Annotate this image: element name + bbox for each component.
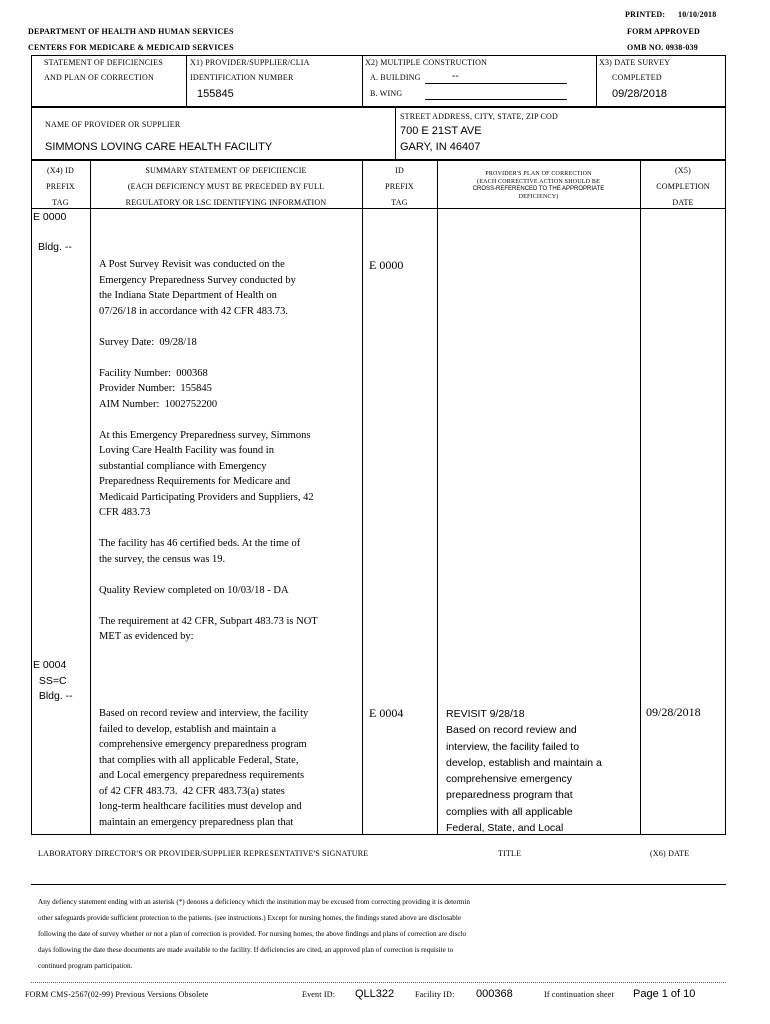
facility-id-value: 000368: [476, 988, 513, 1000]
street-address-label: STREET ADDRESS, CITY, STATE, ZIP COD: [400, 112, 558, 121]
disclaimer-line-5: continued program participation.: [38, 962, 133, 970]
summary-header-3: REGULATORY OR LSC IDENTIFYING INFORMATION: [125, 198, 327, 207]
date-label: DATE: [672, 198, 694, 207]
event-id-value: QLL322: [355, 988, 395, 1000]
disclaimer: [38, 894, 470, 974]
summary-statement-1: [99, 257, 359, 645]
facility-id-label: Facility ID:: [415, 990, 455, 999]
completion-label: COMPLETION: [656, 182, 710, 191]
plan-header-4: DEFICIENCY): [518, 194, 559, 200]
plan-correction-label: AND PLAN OF CORRECTION: [44, 73, 154, 82]
x4-tag-label: TAG: [52, 198, 69, 207]
building-label: A. BUILDING: [370, 73, 421, 82]
address-line-2: GARY, IN 46407: [400, 141, 481, 153]
page-number: Page 1 of 10: [633, 988, 696, 1000]
completed-label: COMPLETED: [612, 73, 662, 82]
plan-header-2: (EACH CORRECTIVE ACTION SHOULD BE: [477, 179, 600, 185]
revisit-paragraph: A Post Survey Revisit was conducted on the Emergency Preparedness Survey conducted by the Indiana State Department of Health on 07/26/18 in accordance with 42 CFR 483.73.: [99, 259, 296, 317]
prefix-tag-e0000: E 0000: [33, 211, 67, 223]
finding-paragraph: Based on record review and interview, the facility failed to develop, establish and maintain a comprehensive emergency preparedness program that complies with all applicable Federal, State, and Local emergency preparedness requirements of 42 CFR 483.73. 42 CFR 483.73(a) states long-term healthcare facilities must develop and maintain an emergency preparedness plan that: [99, 708, 309, 828]
id-tag-e0004: E 0004: [369, 706, 404, 720]
id-tag-e0000: E 0000: [369, 258, 404, 272]
provider-number: 155845: [197, 88, 234, 100]
form-approved: FORM APPROVED: [627, 27, 701, 36]
disclaimer-line-1: Any defiency statement ending with an asterisk (*) denotes a deficiency which the institution may be excused from correcting providing it is determin: [38, 898, 470, 906]
title-label: TITLE: [498, 849, 522, 858]
address-line-1: 700 E 21ST AVE: [400, 125, 482, 137]
disclaimer-line-2: other safeguards provide sufficient protection to the patients. (see instructions.) Except for nursing homes, the findings stated above are disclosable: [38, 914, 462, 922]
summary-header-2: (EACH DEFICIENCY MUST BE PRECEDED BY FULL: [127, 182, 325, 191]
wing-label: B. WING: [370, 89, 403, 98]
x4-label: (X4) ID: [47, 166, 74, 175]
plan-of-correction-2: [446, 706, 638, 836]
id-label: ID: [395, 166, 404, 175]
provider-name: SIMMONS LOVING CARE HEALTH FACILITY: [45, 141, 273, 153]
x1-label: X1) PROVIDER/SUPPLIER/CLIA: [190, 58, 310, 67]
survey-completed-date: 09/28/2018: [612, 88, 668, 100]
building-tag-1: Bldg. --: [38, 241, 72, 253]
printed-label: PRINTED:: [625, 10, 666, 19]
plan-header-3: CROSS-REFERENCED TO THE APPROPRIATE: [472, 186, 605, 192]
department-heading: DEPARTMENT OF HEALTH AND HUMAN SERVICES: [28, 27, 234, 36]
form-number: FORM CMS-2567(02-99) Previous Versions Obsolete: [25, 990, 209, 999]
id-prefix-label: PREFIX: [385, 182, 414, 191]
x3-label: X3) DATE SURVEY: [599, 58, 671, 67]
disclaimer-line-3: following the date of survey whether or not a plan of correction is provided. For nursing homes, the above findings and plans of correction are disclo: [38, 930, 467, 938]
omb-number: OMB NO. 0938-039: [627, 43, 698, 52]
requirement-paragraph: The requirement at 42 CFR, Subpart 483.73 is NOT MET as evidenced by:: [99, 615, 318, 642]
centers-heading: CENTERS FOR MEDICARE & MEDICAID SERVICES: [28, 43, 234, 52]
x5-label: (X5): [675, 166, 691, 175]
event-id-label: Event ID:: [302, 990, 336, 999]
summary-statement-2: [99, 706, 359, 830]
summary-header-1: SUMMARY STATEMENT OF DEFICIIENCIE: [145, 166, 307, 175]
plan-paragraph: REVISIT 9/28/18 Based on record review and interview, the facility failed to develop, establish and maintain a comprehensive emergency preparedness program that complies with all applicable Federal, State, and Local: [446, 708, 602, 835]
continuation-label: If continuation sheet: [544, 990, 614, 999]
statement-label: STATEMENT OF DEFICIENCIES: [44, 58, 163, 67]
disclaimer-line-4: days following the date these documents are made available to the facility. If deficiencies are cited, an approved plan of correction is requisite to: [38, 946, 454, 954]
quality-review-paragraph: Quality Review completed on 10/03/18 - DA: [99, 584, 289, 596]
building-value: --: [452, 71, 459, 82]
signature-date-label: (X6) DATE: [650, 849, 690, 858]
survey-date-paragraph: Survey Date: 09/28/18: [99, 336, 197, 348]
prefix-tag-e0004: E 0004 SS=C Bldg. --: [33, 659, 73, 702]
compliance-paragraph: At this Emergency Preparedness survey, Simmons Loving Care Health Facility was found in substantial compliance with Emergency Preparedness Requirements for Medicare and Medicaid Participating Providers and Suppliers, 42 CFR 483.73: [99, 429, 314, 518]
completion-date-2: 09/28/2018: [646, 705, 701, 719]
printed-date: 10/10/2018: [678, 10, 717, 19]
beds-census-paragraph: The facility has 46 certified beds. At the time of the survey, the census was 19.: [99, 538, 301, 565]
identification-label: IDENTIFICATION NUMBER: [190, 73, 294, 82]
director-signature-label: LABORATORY DIRECTOR'S OR PROVIDER/SUPPLIER REPRESENTATIVE'S SIGNATURE: [38, 849, 369, 858]
x4-prefix-label: PREFIX: [46, 182, 75, 191]
plan-header-1: PROVIDER'S PLAN OF CORRECTION: [485, 171, 592, 177]
facility-ids-paragraph: Facility Number: 000368 Provider Number: 155845 AIM Number: 1002752200: [99, 367, 218, 410]
provider-name-label: NAME OF PROVIDER OR SUPPLIER: [45, 120, 181, 129]
x2-label: X2) MULTIPLE CONSTRUCTION: [365, 58, 488, 67]
id-tag-label: TAG: [391, 198, 408, 207]
